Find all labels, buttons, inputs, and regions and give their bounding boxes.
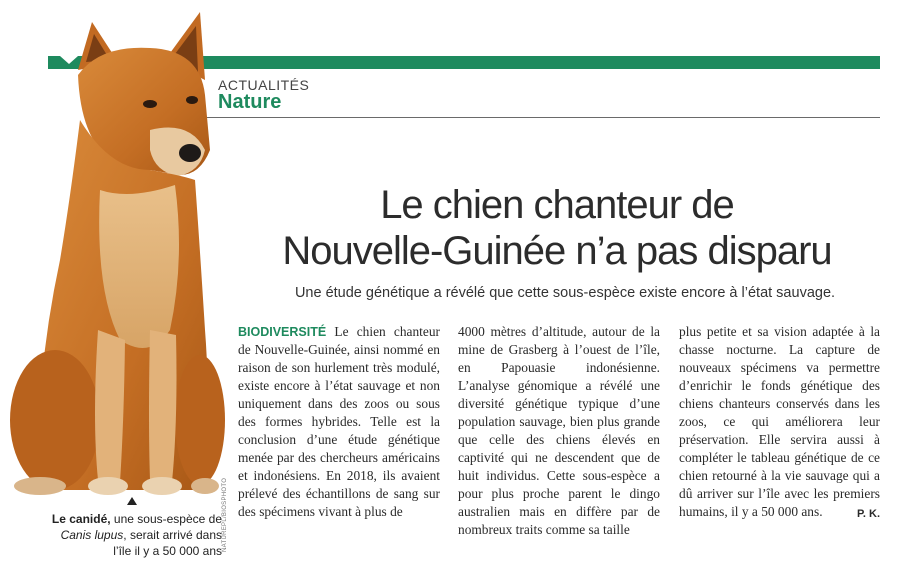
caption-arrow-icon (127, 497, 137, 505)
article-column-3 (679, 323, 880, 523)
article-column-3-text: plus petite et sa vision adaptée à la chasse nocturne. La capture de nouveaux spécimens va permettre d’enrichir le fonds génétique des chiens chanteurs conservés dans les zoos, ce qui améliorera leur préservation. Elle servira aussi à compléter le tableau génétique de ce chien retourné à la vie sauvage qui a dû arriver sur l’île avec les premiers humains, il y a 50 000 ans. (679, 324, 880, 519)
article-column-1-text: Le chien chanteur de Nouvelle-Guinée, ainsi nommé en raison de son hurlement très modulé, existe encore à l’état sauvage et non uniquement dans des zoos ou sous des formes hybrides. Telle est la conclusion d’une étude génétique menée par des chercheurs américains et indonésiens. En 2018, ils avaient prélevé des échantillons de sang sur des spécimens vivant à plus de (238, 324, 440, 519)
section-title: Nature (218, 91, 282, 113)
caption-lead: Le canidé, (51, 512, 111, 526)
header-rule (205, 117, 880, 118)
headline-line-1: Le chien chanteur de (380, 183, 734, 227)
dog-photo (0, 0, 230, 505)
section-kicker: ACTUALITÉS (218, 77, 310, 93)
caption-text-2: , serait arrivé dans l’île il y a 50 000 ans (113, 528, 222, 558)
photo-credit: NATUREPL/BIOSPHOTO (222, 477, 228, 552)
standfirst: Une étude génétique a révélé que cette sous-espèce existe encore à l’état sauvage. (294, 285, 836, 301)
article-column-1 (238, 323, 440, 521)
author-signature: P. K. (856, 508, 880, 520)
caption-text-1: une sous-espèce de (110, 512, 222, 526)
photo-caption (44, 511, 222, 559)
caption-species: Canis lupus (60, 528, 124, 542)
headline (222, 182, 892, 274)
article-column-2: 4000 mètres d’altitude, autour de la mine de Grasberg à l’ouest de l’île, en Papouasie indonésienne. L’analyse génomique a révélé une diversité génétique typique d’une population sauvage, bien plus grande que celle des chiens élevés en captivité qui ne descendent que de huit individus. Cette sous-espèce a pour plus proche parent le dingo australien mais en diffère par de nombreux traits comme sa taille (458, 324, 660, 537)
headline-line-2: Nouvelle-Guinée n’a pas disparu (282, 229, 832, 273)
article-tag: BIODIVERSITÉ (238, 325, 327, 339)
